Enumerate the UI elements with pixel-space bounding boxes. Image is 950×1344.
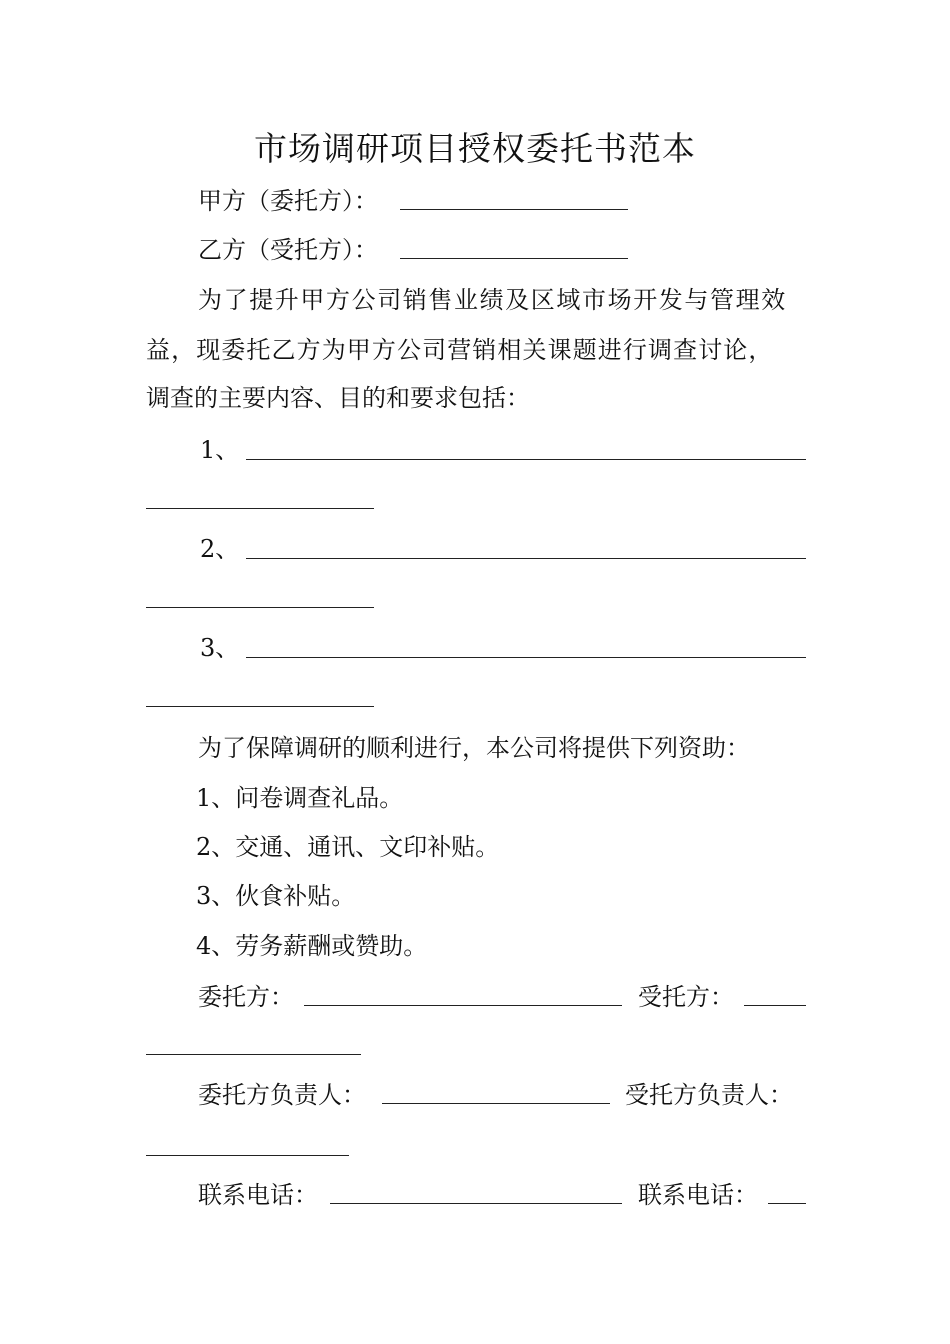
content-item-3-blank-cont: [146, 706, 374, 707]
content-item-1-blank-cont: [146, 508, 374, 509]
content-item-1-blank: [246, 459, 806, 460]
intro-line-1: 为了提升甲方公司销售业绩及区域市场开发与管理效: [198, 286, 787, 314]
agent-label: 受托方：: [638, 983, 734, 1011]
content-item-3-number: 3、: [200, 634, 240, 662]
agent-blank-cont: [146, 1054, 361, 1055]
agent-blank: [744, 1005, 806, 1006]
support-intro: 为了保障调研的顺利进行，本公司将提供下列资助：: [198, 734, 750, 762]
content-item-2-blank-cont: [146, 607, 374, 608]
content-item-2-blank: [246, 558, 806, 559]
agent-phone-label: 联系电话：: [638, 1181, 758, 1209]
principal-phone-label: 联系电话：: [198, 1181, 318, 1209]
principal-label: 委托方：: [198, 983, 294, 1011]
content-item-2-number: 2、: [200, 535, 240, 563]
party-a-blank: [400, 209, 628, 210]
intro-line-3: 调查的主要内容、目的和要求包括：: [146, 384, 530, 412]
support-item-1: 1、问卷调查礼品。: [196, 784, 404, 812]
agent-head-label: 受托方负责人：: [625, 1081, 793, 1109]
principal-head-blank: [382, 1103, 610, 1104]
support-item-4: 4、劳务薪酬或赞助。: [196, 932, 428, 960]
principal-blank: [304, 1005, 622, 1006]
content-item-3-blank: [246, 657, 806, 658]
support-item-2: 2、交通、通讯、文印补贴。: [196, 833, 500, 861]
support-item-3: 3、伙食补贴。: [196, 882, 356, 910]
principal-phone-blank: [330, 1203, 622, 1204]
agent-phone-blank: [768, 1203, 806, 1204]
content-item-1-number: 1、: [200, 436, 240, 464]
party-a-label: 甲方（委托方）：: [198, 187, 378, 215]
intro-line-2: 益，现委托乙方为甲方公司营销相关课题进行调查讨论，: [146, 336, 774, 364]
party-b-label: 乙方（受托方）：: [198, 236, 378, 264]
document-title: 市场调研项目授权委托书范本: [254, 129, 696, 168]
principal-head-label: 委托方负责人：: [198, 1081, 366, 1109]
agent-head-blank: [146, 1155, 349, 1156]
party-b-blank: [400, 258, 628, 259]
